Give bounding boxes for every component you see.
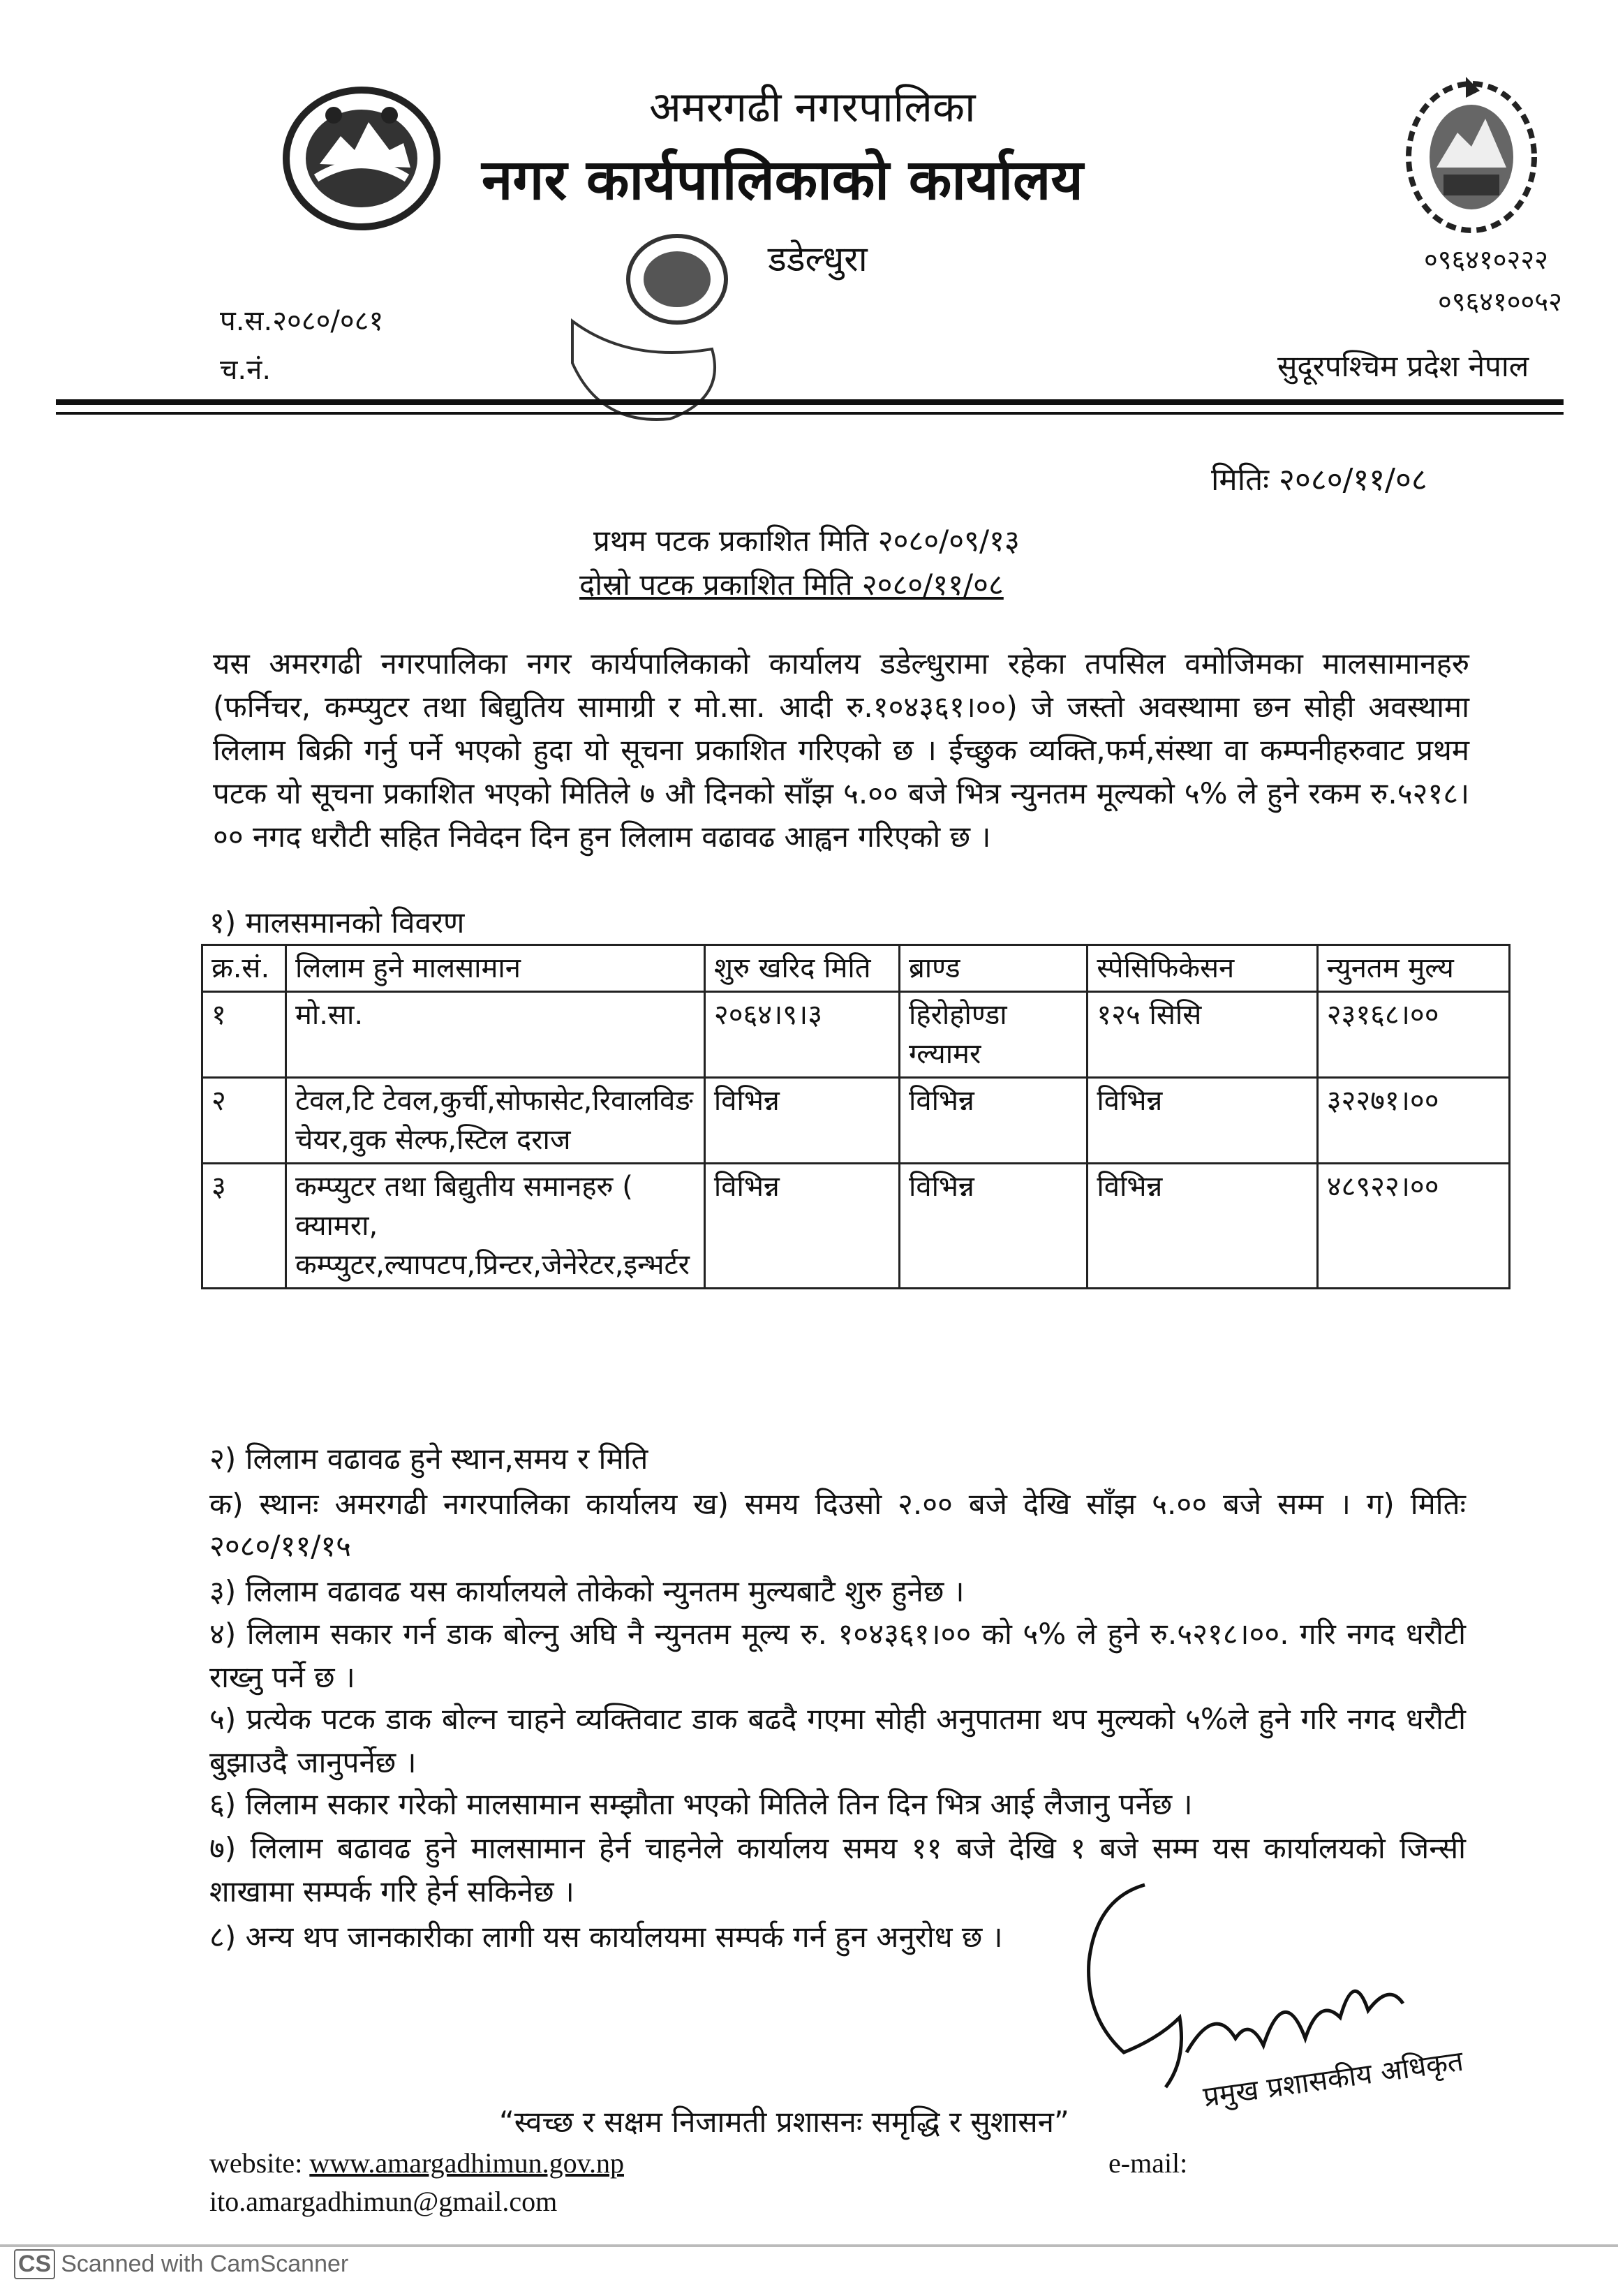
footer-divider — [0, 2244, 1618, 2247]
cell-purchase-date: विभिन्न — [704, 1164, 899, 1289]
cell-purchase-date: २०६४।९।३ — [704, 992, 899, 1078]
col-header-purchase-date: शुरु खरिद मिति — [704, 945, 899, 992]
dispatch-number: च.नं. — [220, 354, 272, 386]
scanner-text: Scanned with CamScanner — [61, 2251, 349, 2277]
notice-date: मितिः २०८०/११/०८ — [1211, 462, 1427, 498]
district-name: डडेल्धुरा — [768, 239, 868, 279]
email-address[interactable]: ito.amargadhimun@gmail.com — [209, 2186, 558, 2217]
condition-8: ८) अन्य थप जानकारीका लागी यस कार्यालयमा सम्पर्क गर्न हुन अनुरोध छ । — [209, 1920, 1003, 1954]
cell-item: कम्प्युटर तथा बिद्युतीय समानहरु ( क्यामरा, कम्प्युटर,ल्यापटप,प्रिन्टर,जेनेरेटर,इन्भर्टर — [285, 1164, 704, 1289]
col-header-spec: स्पेसिफिकेसन — [1088, 945, 1317, 992]
condition-4: ४) लिलाम सकार गर्न डाक बोल्नु अघि नै न्युनतम मूल्य रु. १०४३६१।०० को ५% ले हुने रु.५२१८।००. गरि नगद धरौटी राख्नु पर्ने छ । — [209, 1617, 1466, 1694]
cell-spec: १२५ सिसि — [1088, 992, 1317, 1078]
cell-min-price: २३१६८।०० — [1317, 992, 1509, 1078]
cell-serial: २ — [202, 1078, 286, 1164]
cell-serial: १ — [202, 992, 286, 1078]
province-emblem-logo — [1402, 70, 1541, 237]
phone-number-1: ०९६४१०२२२ — [1424, 244, 1548, 275]
notice-body: यस अमरगढी नगरपालिका नगर कार्यपालिकाको कार्यालय डडेल्धुरामा रहेका तपसिल वमोजिमका मालसामानहरु (फर्निचर, कम्प्युटर तथा बिद्युतिय सामाग्री र मो.सा. आदी रु.१०४३६१।००) जे जस्तो अवस्थामा छन सोही अवस्थामा लिलाम बिक्री गर्नु पर्ने भएको हुदा यो सूचना प्रकाशित गरिएको छ । ईच्छुक व्यक्ति,फर्म,संस्था वा कम्पनीहरुवाट प्रथम पटक यो सूचना प्रकाशित भएको मितिले ७ औ दिनको साँझ ५.०० बजे भित्र न्युनतम मूल्यको ५% ले हुने रकम रु.५२१८।०० नगद धरौटी सहित निवेदन दिन हुन लिलाम वढावढ आह्वन गरिएको छ । — [213, 646, 1469, 854]
auction-venue-heading: २) लिलाम वढावढ हुने स्थान,समय र मिति — [209, 1442, 648, 1476]
condition-6: ६) लिलाम सकार गरेको मालसामान सम्झौता भएको मितिले तिन दिन भित्र आई लैजानु पर्नेछ । — [209, 1787, 1193, 1821]
condition-7: ७) लिलाम बढावढ हुने मालसामान हेर्न चाहनेले कार्यालय समय ११ बजे देखि १ बजे सम्म यस कार्यालयको जिन्सी शाखामा सम्पर्क गरि हेर्न सकिनेछ । — [209, 1831, 1466, 1909]
col-header-serial: क्र.सं. — [202, 945, 286, 992]
header-divider-thick — [56, 399, 1564, 405]
signatory-title: प्रमुख प्रशासकीय अधिकृत — [1201, 2045, 1466, 2114]
cell-spec: विभिन्न — [1088, 1078, 1317, 1164]
cell-brand: हिरोहोण्डा ग्ल्यामर — [899, 992, 1087, 1078]
cell-purchase-date: विभिन्न — [704, 1078, 899, 1164]
scanner-watermark — [14, 2249, 348, 2279]
cell-item: टेवल,टि टेवल,कुर्ची,सोफासेट,रिवालविङ चेयर,वुक सेल्फ,स्टिल दराज — [285, 1078, 704, 1164]
condition-3: ३) लिलाम वढावढ यस कार्यालयले तोकेको न्युनतम मुल्यबाटै शुरु हुनेछ । — [209, 1574, 965, 1608]
col-header-min-price: न्युनतम मुल्य — [1317, 945, 1509, 992]
cell-item: मो.सा. — [285, 992, 704, 1078]
cell-spec: विभिन्न — [1088, 1164, 1317, 1289]
cell-min-price: ३२२७१।०० — [1317, 1078, 1509, 1164]
table-header-row — [202, 945, 1510, 992]
website-label: website: — [209, 2147, 303, 2179]
goods-section-title: १) मालसमानको विवरण — [209, 905, 465, 940]
cell-min-price: ४८९२२।०० — [1317, 1164, 1509, 1289]
camscanner-logo: CS — [14, 2249, 55, 2279]
website-link[interactable]: www.amargadhimun.gov.np — [309, 2147, 624, 2179]
cell-brand: विभिन्न — [899, 1078, 1087, 1164]
fiscal-year-ref: प.स.२०८०/०८१ — [220, 305, 384, 337]
phone-number-2: ०९६४१००५२ — [1438, 286, 1562, 317]
office-title: नगर कार्यपालिकाको कार्यालय — [482, 147, 1083, 212]
table-row — [202, 1164, 1510, 1289]
second-published-date: दोस्रो पटक प्रकाशित मिति २०८०/११/०८ — [579, 568, 1004, 602]
table-row — [202, 992, 1510, 1078]
condition-5: ५) प्रत्येक पटक डाक बोल्न चाहने व्यक्तिवाट डाक बढदै गएमा सोही अनुपातमा थप मुल्यको ५%ले हुने गरि नगद धरौटी बुझाउदै जानुपर्नेछ । — [209, 1702, 1466, 1779]
col-header-item: लिलाम हुने मालसामान — [285, 945, 704, 992]
header-divider-thin — [56, 412, 1564, 415]
province-name: सुदूरपश्चिम प्रदेश नेपाल — [1277, 349, 1529, 383]
auction-venue-details: क) स्थानः अमरगढी नगरपालिका कार्यालय ख) समय दिउसो २.०० बजे देखि साँझ ५.०० बजे सम्म । ग) मितिः २०८०/११/१५ — [209, 1487, 1466, 1563]
website-line — [209, 2147, 624, 2179]
municipality-name: अमरगढी नगरपालिका — [649, 83, 976, 132]
email-label: e-mail: — [1108, 2147, 1188, 2179]
cell-serial: ३ — [202, 1164, 286, 1289]
footer-motto: “स्वच्छ र सक्षम निजामती प्रशासनः समृद्धि र सुशासन” — [499, 2105, 1069, 2139]
cell-brand: विभिन्न — [899, 1164, 1087, 1289]
table-row — [202, 1078, 1510, 1164]
first-published-date: प्रथम पटक प्रकाशित मिति २०८०/०९/१३ — [593, 524, 1020, 558]
col-header-brand: ब्राण्ड — [899, 945, 1087, 992]
goods-table — [201, 944, 1511, 1289]
nepal-emblem-logo — [278, 80, 445, 234]
